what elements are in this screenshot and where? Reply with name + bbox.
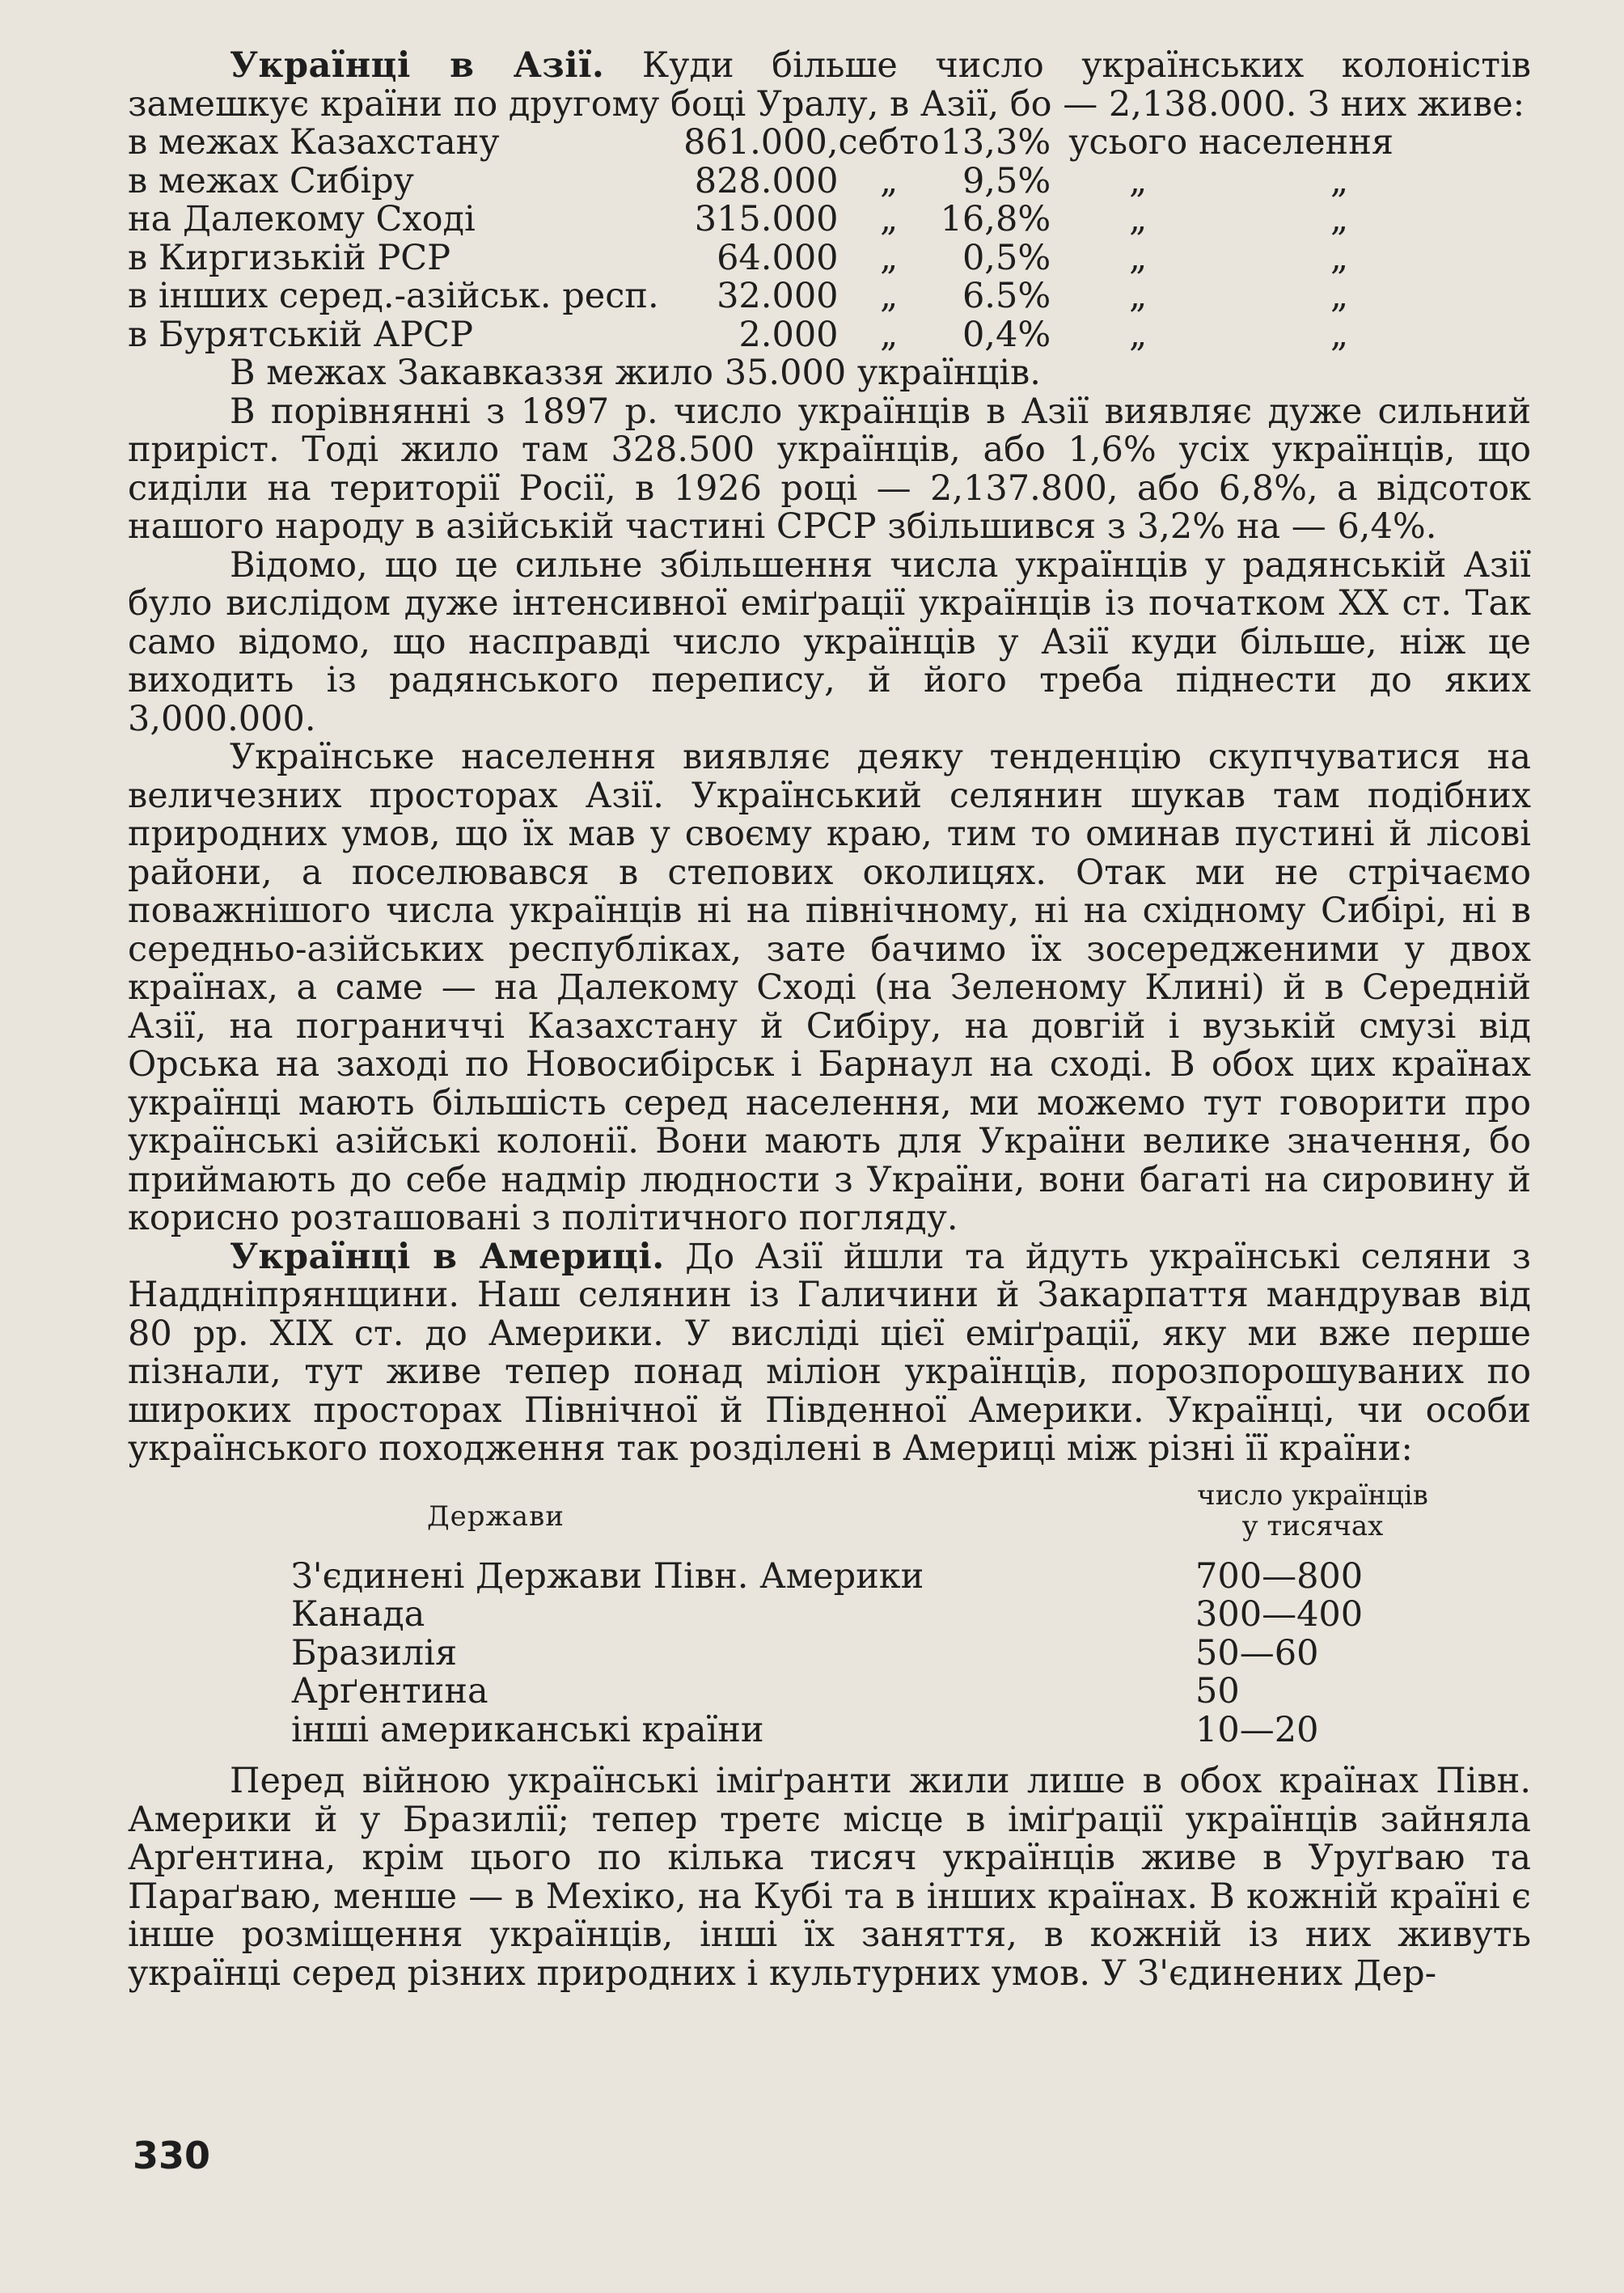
- table-row: [128, 124, 1531, 163]
- tail-text-2: „: [1330, 237, 1349, 278]
- asia-intro-text: Куди більше число українських колоністів замешкує країни по другому боці Уралу, в Азії, бо — 2,138.000. З них живе:: [128, 45, 1531, 125]
- count-cell: 50—60: [1195, 1632, 1319, 1673]
- asia-paragraph-4: Українське населення виявляє деяку тенденцію скупчуватися на величезних просторах Азії. Український селянин шукав там подібних природних умов, що їх мав у своєму краю, тим то оминав пустині й лісові райони, а поселювався в степових околицях. Отак ми не стрічаємо поважнішого числа українців ні на північному, ні на східному Сибірі, ні в середньо-азійських республіках, зате бачимо їх зосередженими у двох країнах, а саме — на Далекому Сході (на Зеленому Клині) й в Середній Азії, на пограниччі Казахстану й Сибіру, на довгій і вузькій смузі від Орська на заході по Новосибірськ і Барнаул на сході. В обох цих країнах українці мають більшість серед населення, ми можемо тут говорити про українські азійські колонії. Вони мають для України велике значення, бо приймають до себе надмір людности з України, вони багаті на сировину й корисно розташовані з політичного погляду.: [128, 737, 1531, 1238]
- count-cell: 32.000: [717, 276, 839, 316]
- country-cell: З'єдинені Держави Півн. Америки: [291, 1555, 924, 1597]
- america-table-header: [128, 1480, 1531, 1558]
- america-intro-paragraph: [128, 1238, 1531, 1469]
- table-row: [128, 277, 1531, 316]
- country-cell: Арґентина: [291, 1671, 488, 1711]
- page-number: 330: [133, 2134, 211, 2177]
- region-cell: в межах Сибіру: [128, 160, 414, 201]
- region-cell: в Киргизькій РСР: [128, 237, 451, 278]
- america-paragraph-2: Перед війною українські іміґранти жили лише в обох країнах Півн. Америки й у Бразилії; тепер третє місце в іміґрації українців зайняла Арґентина, крім цього по кілька тисяч українців живе в Уруґваю та Параґваю, менше — в Мехіко, на Кубі та в інших країнах. В кожній країні є інше розміщення українців, інші їх заняття, в кожній із них живуть українці серед різних природних і культурних умов. У З'єдинених Дер-: [128, 1761, 1531, 1994]
- count-cell: 861.000,: [683, 122, 839, 163]
- tail-cell: [1065, 124, 1531, 163]
- count-cell: 828.000: [694, 160, 839, 201]
- tail-text-2: „: [1330, 276, 1349, 316]
- asia-paragraph-2: В порівнянні з 1897 р. число українців в Азії виявляє дуже сильний приріст. Тоді жило там 328.500 українців, або 1,6% усіх українців, що сиділи на території Росії, в 1926 році — 2,137.800, або 6,8%, а відсоток нашого народу в азійській частині СРСР збільшився з 3,2% на — 6,4%.: [128, 391, 1531, 547]
- tail-cell: [1065, 239, 1531, 278]
- column-header-count: [1147, 1480, 1478, 1542]
- table-row: [128, 1711, 1531, 1750]
- percent-cell: 0,5%: [962, 237, 1051, 278]
- country-cell: Бразилія: [291, 1632, 458, 1673]
- count-cell: 64.000: [717, 237, 839, 278]
- tail-text-1: „: [1129, 160, 1148, 201]
- table-row: [128, 1555, 1531, 1597]
- tail-cell: [1065, 277, 1531, 316]
- table-row: [128, 239, 1531, 278]
- america-intro-text: До Азії йшли та йдуть українські селяни з Наддніпрянщини. Наш селянин із Галичини й Закарпаття мандрував від 80 рр. XIX ст. до Америки. У висліді цієї еміґрації, яку ми вже перше пізнали, тут живе тепер понад міліон українців, порозпорошуваних по широких просторах Північної й Південної Америки. Українці, чи особи українського походження так розділені в Америці між різні її країни:: [128, 1236, 1532, 1469]
- count-cell: 315.000: [694, 199, 839, 239]
- asia-intro-paragraph: [128, 47, 1531, 124]
- percent-cell: 13,3%: [940, 122, 1051, 163]
- tail-text-1: усього населення: [1068, 122, 1394, 163]
- percent-cell: 16,8%: [940, 199, 1051, 239]
- tail-text-2: „: [1330, 314, 1349, 355]
- region-cell: на Далекому Сході: [128, 199, 476, 239]
- tail-cell: [1065, 201, 1531, 239]
- tail-text-2: „: [1330, 199, 1349, 239]
- tail-text-1: „: [1129, 237, 1148, 278]
- asia-population-table: [128, 124, 1531, 354]
- separator-cell: себто: [838, 122, 940, 163]
- percent-cell: 6.5%: [962, 276, 1051, 316]
- asia-paragraph-3: Відомо, що це сильне збільшення числа українців у радянській Азії було вислідом дуже інтенсивної еміґрації українців із початком XX ст. Так само відомо, що насправді число українців у Азії куди більше, ніж це виходить із радянського перепису, й його треба піднести до яких 3,000.000.: [128, 544, 1531, 739]
- region-cell: в Бурятській АРСР: [128, 314, 473, 355]
- region-cell: в інших серед.-азійськ. респ.: [128, 276, 659, 316]
- table-row: [128, 201, 1531, 239]
- country-cell: Канада: [291, 1594, 425, 1635]
- separator-cell: „: [879, 314, 899, 355]
- america-population-table: [128, 1480, 1531, 1750]
- table-row: [128, 1596, 1531, 1635]
- column-header-states: Держави: [427, 1500, 565, 1533]
- column-header-count-line1: число українців: [1197, 1479, 1428, 1512]
- tail-text-2: „: [1330, 160, 1349, 201]
- tail-text-1: „: [1129, 199, 1148, 239]
- table-row: [128, 1632, 1531, 1673]
- percent-cell: 9,5%: [962, 160, 1051, 201]
- table-row: [128, 163, 1531, 201]
- percent-cell: 0,4%: [962, 314, 1051, 355]
- separator-cell: „: [879, 160, 899, 201]
- america-heading: Українці в Америці.: [230, 1236, 665, 1277]
- tail-text-1: „: [1129, 314, 1148, 355]
- table-row: [128, 316, 1531, 355]
- count-cell: 700—800: [1195, 1555, 1364, 1597]
- asia-heading: Українці в Азії.: [230, 45, 605, 86]
- column-header-count-line2: у тисячах: [1241, 1509, 1384, 1542]
- tail-cell: [1065, 316, 1531, 355]
- separator-cell: „: [879, 276, 899, 316]
- region-cell: в межах Казахстану: [128, 122, 500, 163]
- tail-text-1: „: [1129, 276, 1148, 316]
- count-cell: 10—20: [1195, 1709, 1319, 1750]
- tail-cell: [1065, 160, 1531, 201]
- page-text: [128, 47, 1531, 1993]
- separator-cell: „: [879, 237, 899, 278]
- asia-paragraph-1: В межах Закавказзя жило 35.000 українців.: [230, 353, 1041, 393]
- count-cell: 2.000: [738, 314, 839, 355]
- count-cell: 300—400: [1195, 1594, 1364, 1635]
- table-row: [128, 1673, 1531, 1711]
- country-cell: інші американські країни: [291, 1709, 764, 1750]
- separator-cell: „: [879, 199, 899, 239]
- count-cell: 50: [1195, 1671, 1240, 1711]
